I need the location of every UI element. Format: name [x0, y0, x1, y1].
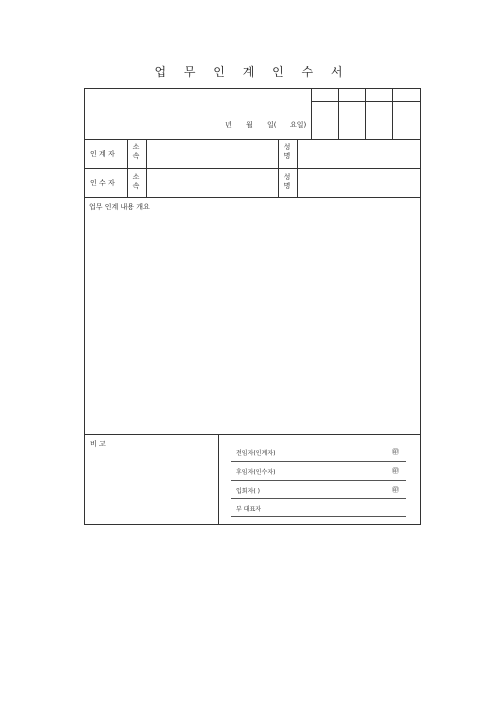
date-weekday: 요일) — [290, 121, 307, 129]
signature-line[interactable] — [231, 498, 406, 499]
signature-label: 전임자(인계자) — [236, 450, 276, 457]
divider — [85, 168, 420, 169]
divider — [85, 434, 420, 435]
signature-line[interactable] — [231, 516, 406, 517]
approval-box-divider — [338, 89, 339, 139]
approval-box-divider — [392, 89, 393, 139]
name-label: 성 명 — [283, 143, 291, 160]
signature-line[interactable] — [231, 461, 406, 462]
date-day: 일( — [267, 121, 277, 129]
seal-icon: ㊞ — [392, 486, 399, 494]
receiver-affiliation-field[interactable] — [151, 171, 273, 193]
approval-box-divider — [311, 89, 312, 139]
remarks-label: 비 고 — [90, 440, 106, 448]
approval-box-divider — [365, 89, 366, 139]
receiver-name-field[interactable] — [301, 171, 416, 193]
document-title: 업 무 인 계 인 수 서 — [154, 65, 350, 79]
seal-icon: ㊞ — [392, 467, 399, 475]
seal-icon: ㊞ — [392, 448, 399, 456]
affiliation-label: 소 속 — [132, 173, 140, 190]
handover-content-area[interactable] — [87, 213, 418, 431]
approval-box-divider — [311, 101, 420, 102]
handover-affiliation-field[interactable] — [151, 142, 273, 162]
affiliation-label: 소 속 — [132, 143, 140, 160]
divider — [218, 434, 219, 524]
remarks-field[interactable] — [87, 449, 215, 521]
receiver-role-label: 인 수 자 — [90, 179, 115, 187]
signature-label: 후임자(인수자) — [236, 469, 276, 476]
handover-role-label: 인 계 자 — [90, 150, 115, 158]
signature-line[interactable] — [231, 480, 406, 481]
date-month: 월 — [246, 121, 253, 129]
handover-form — [84, 88, 421, 525]
name-label: 성 명 — [283, 173, 291, 190]
content-section-label: 업무 인계 내용 개요 — [89, 203, 150, 211]
handover-name-field[interactable] — [301, 142, 416, 162]
divider — [85, 197, 420, 198]
date-year: 년 — [225, 121, 232, 129]
divider — [85, 139, 420, 140]
signature-label: 입회자( ) — [236, 488, 260, 495]
signature-label: 부 대표자 — [236, 506, 262, 513]
